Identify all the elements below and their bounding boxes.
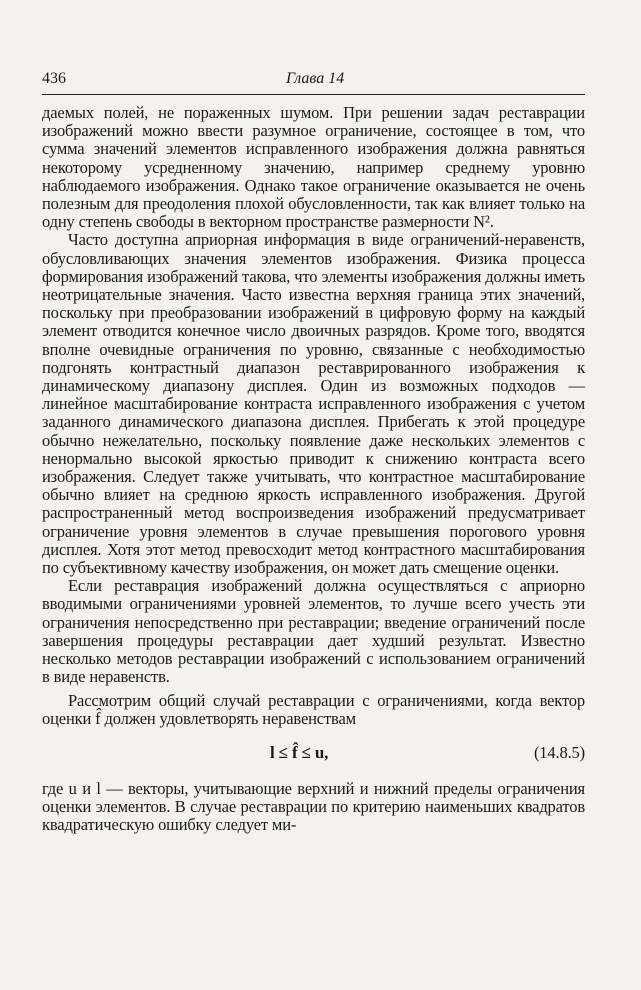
paragraph-4: Рассмотрим общий случай реставрации с ограничениями, когда вектор оценки f̂ должен удовлетворять неравенствам	[42, 690, 585, 728]
equation-14-8-5	[42, 744, 585, 770]
paragraph-1: даемых полей, не пораженных шумом. При решении задач реставрации изображений можно ввести разумное ограничение, состоящее в том, что сумма значений элементов исправленного изображения должна равняться некоторому усредненному значению, например среднему уровню наблюдаемого изображения. Однако такое ограничение оказывается не очень полезным для преодоления плохой обусловленности, так как влияет только на одну степень свободы в векторном пространстве размерности N².	[42, 103, 585, 232]
body-text	[42, 104, 585, 835]
paragraph-5: где u и l — векторы, учитывающие верхний и нижний пределы ограничения оценки элементов. В случае реставрации по критерию наименьших квадратов квадратическую ошибку следует ми-	[42, 778, 585, 835]
equation-number: (14.8.5)	[533, 742, 585, 762]
running-header	[42, 70, 585, 95]
equation-body: l ≤ f̂ ≤ u,	[270, 742, 329, 762]
page-number: 436	[42, 70, 66, 87]
paragraph-3: Если реставрация изображений должна осуществляться с априорно вводимыми ограничениями уровней элементов, то лучше всего учесть эти ограничения непосредственно при реставрации; введение ограничений после завершения процедуры реставрации дает худший результат. Известно несколько методов реставрации изображений с использованием ограничений в виде неравенств.	[42, 576, 585, 687]
paragraph-2: Часто доступна априорная информация в виде ограничений-неравенств, обусловливающих значения элементов изображения. Физика процесса формирования изображений такова, что элементы изображения должны иметь неотрицательные значения. Часто известна верхняя граница этих значений, поскольку при преобразовании изображений в цифровую форму на каждый элемент отводится конечное число двоичных разрядов. Кроме того, вводятся вполне очевидные ограничения по уровню, связанные с необходимостью подгонять контрастный диапазон реставрированного изображения к динамическому диапазону дисплея. Один из возможных подходов — линейное масштабирование контраста исправленного изображения с учетом заданного динамического диапазона дисплея. Прибегать к этой процедуре обычно нежелательно, поскольку появление даже нескольких элементов с ненормально высокой яркостью приводит к снижению контраста всего изображения. Следует также учитывать, что контрастное масштабирование обычно влияет на среднюю яркость исправленного изображения. Другой распространенный метод воспроизведения изображений предусматривает ограничение уровня элементов в случае превышения порогового уровня дисплея. Хотя этот метод превосходит метод контрастного масштабирования по субъективному качеству изображения, он может дать смещение оценки.	[42, 230, 585, 578]
chapter-title: Глава 14	[286, 70, 345, 87]
